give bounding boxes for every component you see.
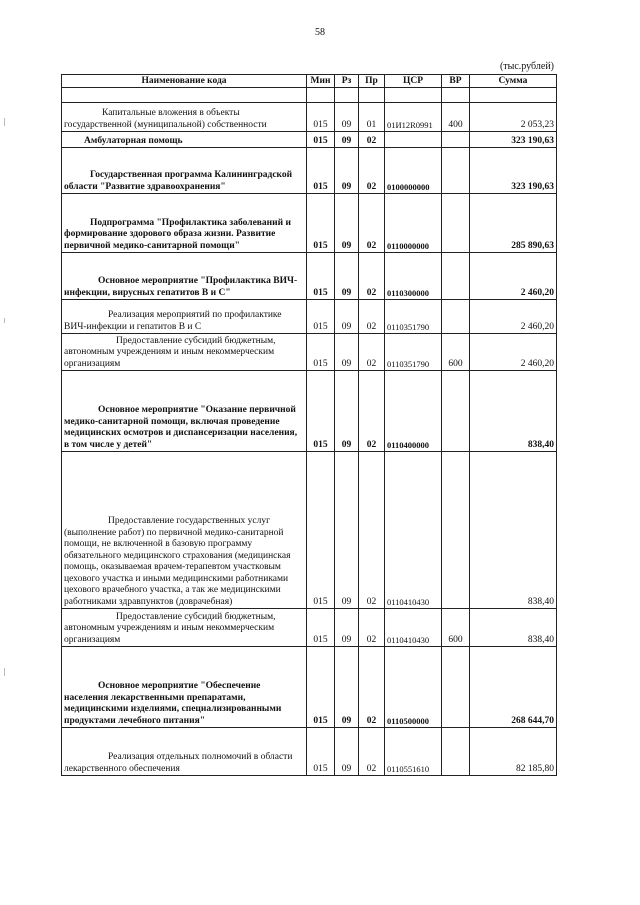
row-pr: 02 xyxy=(359,728,385,776)
row-name: Государственная программа Калининградской области "Развитие здравоохранения" xyxy=(62,148,307,194)
row-name: Предоставление субсидий бюджетным, автономным учреждениям и иным некоммерческим организациям xyxy=(62,609,307,647)
header-sum: Сумма xyxy=(470,75,557,88)
row-vr xyxy=(442,452,470,609)
row-min: 015 xyxy=(307,253,335,300)
row-pr: 02 xyxy=(359,148,385,194)
row-sum: 838,40 xyxy=(470,452,557,609)
table-row xyxy=(62,728,557,776)
row-pr: 02 xyxy=(359,194,385,253)
row-pr: 02 xyxy=(359,132,385,148)
row-min: 015 xyxy=(307,452,335,609)
scan-edge-mark xyxy=(4,668,5,676)
header-rz: Рз xyxy=(335,75,359,88)
row-sum: 323 190,63 xyxy=(470,148,557,194)
row-pr: 02 xyxy=(359,452,385,609)
row-csr: 0110000000 xyxy=(385,194,442,253)
table-header xyxy=(62,75,557,88)
row-name: Капитальные вложения в объекты государственной (муниципальной) собственности xyxy=(62,103,307,132)
row-sum: 838,40 xyxy=(470,609,557,647)
header-name: Наименование кода xyxy=(62,75,307,88)
row-min: 015 xyxy=(307,728,335,776)
table-row xyxy=(62,609,557,647)
row-vr xyxy=(442,194,470,253)
row-rz: 09 xyxy=(335,194,359,253)
row-name: Основное мероприятие "Оказание первичной медико-санитарной помощи, включая проведение медицинских осмотров и диспансеризации населения, в том числе у детей" xyxy=(62,371,307,452)
header-min: Мин xyxy=(307,75,335,88)
row-csr: 0110351790 xyxy=(385,334,442,371)
scan-edge-mark xyxy=(4,318,5,323)
row-csr: 0110410430 xyxy=(385,609,442,647)
table-row xyxy=(62,253,557,300)
row-vr xyxy=(442,371,470,452)
row-csr: 0110410430 xyxy=(385,452,442,609)
row-rz: 09 xyxy=(335,728,359,776)
row-vr: 600 xyxy=(442,334,470,371)
scan-edge-mark xyxy=(4,118,5,126)
row-csr: 0110551610 xyxy=(385,728,442,776)
row-vr xyxy=(442,300,470,334)
units-label: (тыс.рублей) xyxy=(499,61,554,72)
row-min: 015 xyxy=(307,334,335,371)
row-sum: 268 644,70 xyxy=(470,647,557,728)
row-csr: 0110300000 xyxy=(385,253,442,300)
row-pr: 02 xyxy=(359,647,385,728)
row-name: Реализация мероприятий по профилактике ВИЧ-инфекции и гепатитов В и С xyxy=(62,300,307,334)
row-pr: 02 xyxy=(359,334,385,371)
table-row xyxy=(62,334,557,371)
row-rz: 09 xyxy=(335,334,359,371)
row-csr: 01И12R0991 xyxy=(385,103,442,132)
row-sum: 82 185,80 xyxy=(470,728,557,776)
row-vr xyxy=(442,253,470,300)
row-rz: 09 xyxy=(335,148,359,194)
row-rz: 09 xyxy=(335,452,359,609)
table-row xyxy=(62,452,557,609)
row-vr: 400 xyxy=(442,103,470,132)
row-sum: 323 190,63 xyxy=(470,132,557,148)
row-rz: 09 xyxy=(335,609,359,647)
row-name: Реализация отдельных полномочий в области лекарственного обеспечения xyxy=(62,728,307,776)
row-pr: 02 xyxy=(359,371,385,452)
header-vr: ВР xyxy=(442,75,470,88)
row-rz: 09 xyxy=(335,300,359,334)
row-rz: 09 xyxy=(335,647,359,728)
budget-table xyxy=(61,74,557,776)
table-row xyxy=(62,103,557,132)
row-vr xyxy=(442,728,470,776)
row-pr: 02 xyxy=(359,300,385,334)
row-min: 015 xyxy=(307,300,335,334)
row-rz: 09 xyxy=(335,371,359,452)
row-csr: 0110351790 xyxy=(385,300,442,334)
table-spacer-row xyxy=(62,88,557,103)
row-sum: 838,40 xyxy=(470,371,557,452)
table-row xyxy=(62,647,557,728)
row-min: 015 xyxy=(307,371,335,452)
row-vr xyxy=(442,647,470,728)
row-min: 015 xyxy=(307,103,335,132)
row-vr: 600 xyxy=(442,609,470,647)
row-sum: 2 053,23 xyxy=(470,103,557,132)
row-sum: 285 890,63 xyxy=(470,194,557,253)
row-name: Предоставление государственных услуг (выполнение работ) по первичной медико-санитарной помощи, не включенной в базовую программу обязательного медицинского страхования (медицинская помощь, оказываемая врачем-терапевтом участковым цехового участка и иными медицинскими работниками цехового врачебного участка, а так же медицинскими работниками здравпунктов (доврачебная) xyxy=(62,452,307,609)
row-name: Основное мероприятие "Профилактика ВИЧ-инфекции, вирусных гепатитов В и С" xyxy=(62,253,307,300)
row-rz: 09 xyxy=(335,253,359,300)
row-vr xyxy=(442,148,470,194)
row-min: 015 xyxy=(307,194,335,253)
row-sum: 2 460,20 xyxy=(470,253,557,300)
table-row xyxy=(62,300,557,334)
page-number: 58 xyxy=(315,27,325,38)
row-min: 015 xyxy=(307,132,335,148)
row-pr: 02 xyxy=(359,609,385,647)
table-row xyxy=(62,148,557,194)
row-vr xyxy=(442,132,470,148)
row-pr: 01 xyxy=(359,103,385,132)
row-sum: 2 460,20 xyxy=(470,300,557,334)
header-pr: Пр xyxy=(359,75,385,88)
row-name: Подпрограмма "Профилактика заболеваний и формирование здорового образа жизни. Развитие первичной медико-санитарной помощи" xyxy=(62,194,307,253)
row-rz: 09 xyxy=(335,103,359,132)
row-name: Амбулаторная помощь xyxy=(62,132,307,148)
row-csr: 0110500000 xyxy=(385,647,442,728)
row-min: 015 xyxy=(307,647,335,728)
row-min: 015 xyxy=(307,148,335,194)
row-csr: 0110400000 xyxy=(385,371,442,452)
row-name: Предоставление субсидий бюджетным, автономным учреждениям и иным некоммерческим организациям xyxy=(62,334,307,371)
header-csr: ЦСР xyxy=(385,75,442,88)
row-min: 015 xyxy=(307,609,335,647)
table-row xyxy=(62,194,557,253)
row-csr: 0100000000 xyxy=(385,148,442,194)
row-sum: 2 460,20 xyxy=(470,334,557,371)
table-row xyxy=(62,132,557,148)
row-csr xyxy=(385,132,442,148)
table-row xyxy=(62,371,557,452)
row-rz: 09 xyxy=(335,132,359,148)
row-pr: 02 xyxy=(359,253,385,300)
row-name: Основное мероприятие "Обеспечение населения лекарственными препаратами, медицинскими изделиями, специализированными продуктами лечебного питания" xyxy=(62,647,307,728)
